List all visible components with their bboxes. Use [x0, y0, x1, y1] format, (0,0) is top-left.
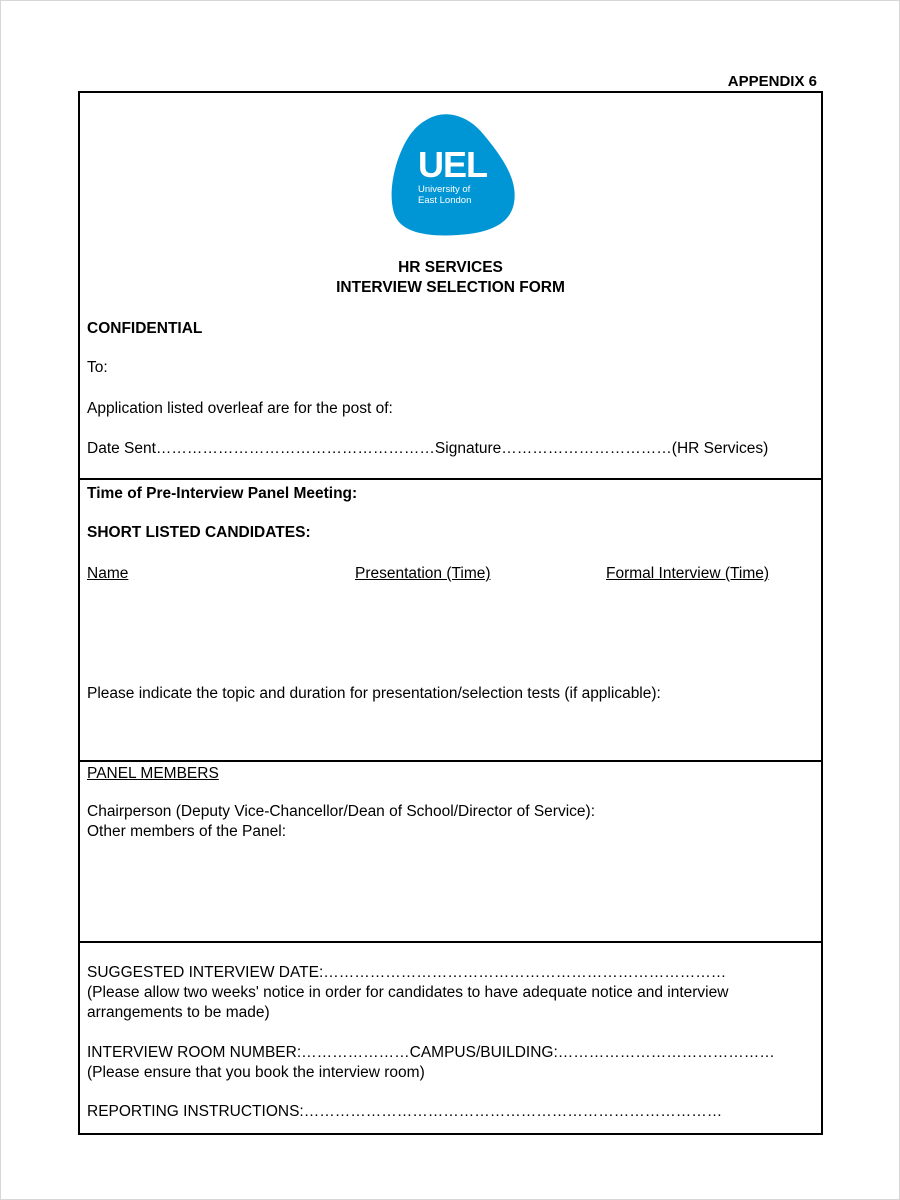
notice-line-1: (Please allow two weeks' notice in order for candidates to have adequate notice and interview — [87, 984, 729, 1001]
reporting-instructions-line: REPORTING INSTRUCTIONS:……………………………………………………………………… — [87, 1103, 723, 1120]
column-formal-interview-time: Formal Interview (Time) — [606, 565, 770, 582]
chairperson-label: Chairperson (Deputy Vice-Chancellor/Dean of School/Director of Service): — [87, 803, 595, 820]
hr-services-title: HR SERVICES — [398, 259, 503, 276]
shortlisted-heading: SHORT LISTED CANDIDATES: — [87, 524, 311, 541]
appendix-label: APPENDIX 6 — [727, 73, 817, 90]
meeting-time-label: Time of Pre-Interview Panel Meeting: — [87, 485, 358, 502]
form-title: INTERVIEW SELECTION FORM — [336, 279, 565, 296]
room-booking-note: (Please ensure that you book the interview room) — [87, 1064, 425, 1081]
notice-line-2: arrangements to be made) — [87, 1004, 270, 1021]
to-label: To: — [87, 359, 108, 376]
confidential-label: CONFIDENTIAL — [87, 320, 203, 337]
other-members-label: Other members of the Panel: — [87, 823, 287, 840]
interview-room-line: INTERVIEW ROOM NUMBER:…………………CAMPUS/BUILDING:…………………………………… — [87, 1044, 775, 1061]
post-label: Application listed overleaf are for the post of: — [87, 400, 393, 417]
column-presentation-time: Presentation (Time) — [355, 565, 491, 582]
panel-members-section — [80, 760, 821, 941]
interview-date-line: SUGGESTED INTERVIEW DATE:…………………………………………………………………… — [87, 964, 727, 981]
logo-line1: University of — [418, 184, 471, 195]
column-name: Name — [87, 565, 129, 582]
interview-details-section — [80, 941, 821, 1133]
logo-line2: East London — [418, 195, 472, 206]
logo-subtitle — [418, 184, 471, 206]
interview-selection-form — [78, 91, 823, 1135]
uel-logo — [388, 111, 520, 239]
panel-members-heading: PANEL MEMBERS — [87, 765, 219, 782]
candidates-section — [80, 478, 821, 760]
date-signature-line: Date Sent………………………………………………Signature……………………………(HR Services) — [87, 440, 769, 457]
logo-abbrev: UEL — [418, 144, 487, 185]
form-header-section — [80, 93, 821, 478]
presentation-topic-label: Please indicate the topic and duration for presentation/selection tests (if applicable): — [87, 685, 661, 702]
